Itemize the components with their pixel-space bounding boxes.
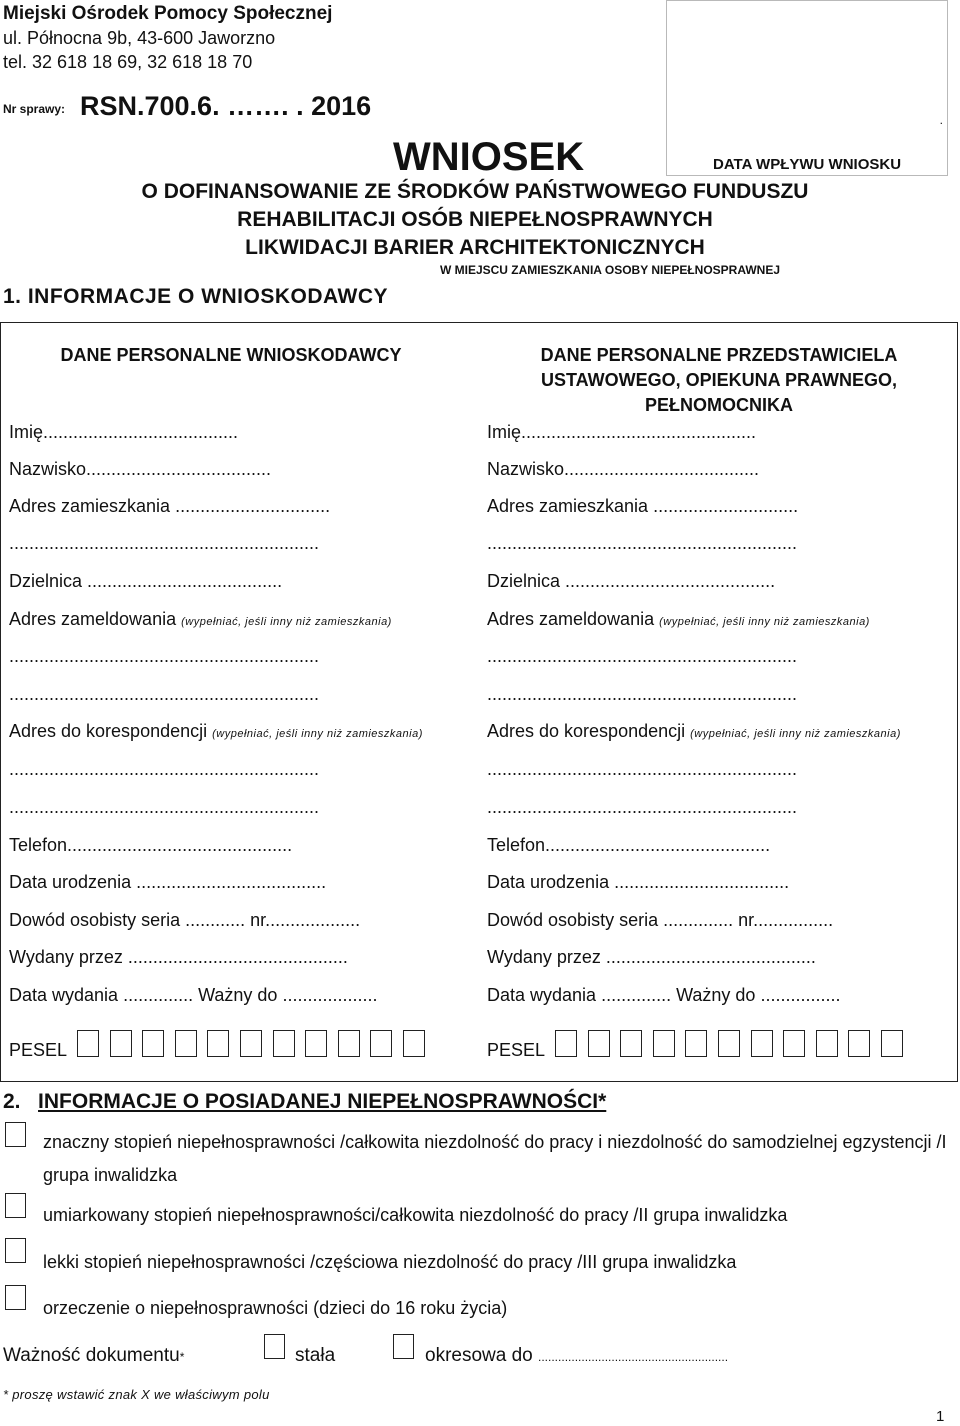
representative-heading-line2: USTAWOWEGO, OPIEKUNA PRAWNEGO, (540, 370, 897, 390)
institution-name: Miejski Ośrodek Pomocy Społecznej (3, 3, 333, 24)
section-2-number: 2. (3, 1090, 21, 1113)
applicant-correspondence-line2[interactable]: .............................................................. (9, 797, 320, 817)
representative-id-card-field[interactable]: Dowód osobisty seria .............. nr................ (487, 910, 834, 930)
correspondence-note: (wypełniać, jeśli inny niż zamieszkania) (690, 728, 901, 740)
pesel-digit-box[interactable] (783, 1030, 805, 1057)
representative-heading (509, 343, 929, 418)
disability-child-label: orzeczenie o niepełnosprawności (dzieci do 16 roku życia) (43, 1298, 508, 1318)
representative-correspondence-line1[interactable]: .............................................................. (487, 759, 798, 779)
pesel-digit-box[interactable] (588, 1030, 610, 1057)
pesel-digit-box[interactable] (142, 1030, 164, 1057)
pesel-digit-box[interactable] (751, 1030, 773, 1057)
document-validity-label (3, 1345, 184, 1367)
registered-address-note: (wypełniać, jeśli inny niż zamieszkania) (659, 616, 870, 628)
validity-star: * (179, 1350, 185, 1364)
correspondence-note: (wypełniać, jeśli inny niż zamieszkania) (212, 728, 423, 740)
pesel-digit-box[interactable] (305, 1030, 327, 1057)
validity-permanent-label: stała (295, 1345, 336, 1366)
representative-heading-line3: PEŁNOMOCNIKA (645, 395, 793, 415)
pesel-digit-box[interactable] (848, 1030, 870, 1057)
validity-temporary-checkbox[interactable] (393, 1334, 414, 1359)
representative-last-name-field[interactable]: Nazwisko....................................... (487, 459, 760, 479)
institution-address: ul. Północna 9b, 43-600 Jaworzno (3, 28, 276, 48)
pesel-digit-box[interactable] (555, 1030, 577, 1057)
applicant-id-card-field[interactable]: Dowód osobisty seria ............ nr................... (9, 910, 361, 930)
pesel-digit-box[interactable] (653, 1030, 675, 1057)
form-subtitle-4: W MIEJSCU ZAMIESZKANIA OSOBY NIEPEŁNOSPRAWNEJ (439, 263, 781, 277)
applicant-pesel-row (9, 1026, 436, 1061)
applicant-issued-by-field[interactable]: Wydany przez ............................................ (9, 947, 348, 967)
validity-temporary-label (425, 1345, 728, 1367)
receipt-date-box[interactable] (666, 0, 948, 176)
disability-severe-checkbox[interactable] (5, 1122, 26, 1147)
representative-address-field[interactable]: Adres zamieszkania ............................. (487, 496, 799, 516)
representative-correspondence-label (487, 721, 901, 742)
disability-mild-label: lekki stopień niepełnosprawności /częściowa niezdolność do pracy /III grupa inwalidzka (43, 1252, 737, 1272)
applicant-heading: DANE PERSONALNE WNIOSKODAWCY (60, 345, 402, 365)
pesel-digit-box[interactable] (110, 1030, 132, 1057)
pesel-digit-box[interactable] (816, 1030, 838, 1057)
case-number: RSN.700.6. ……. . 2016 (80, 91, 372, 121)
representative-pesel-row (487, 1026, 914, 1061)
applicant-registered-address-label (9, 609, 392, 630)
registered-address-text: Adres zameldowania (9, 609, 177, 629)
pesel-digit-box[interactable] (338, 1030, 360, 1057)
pesel-digit-box[interactable] (881, 1030, 903, 1057)
applicant-registered-address-line1[interactable]: .............................................................. (9, 646, 320, 666)
pesel-label: PESEL (487, 1040, 546, 1060)
validity-permanent-checkbox[interactable] (264, 1334, 285, 1359)
representative-issued-by-field[interactable]: Wydany przez .......................................... (487, 947, 816, 967)
applicant-data-box (0, 322, 958, 1082)
applicant-birth-date-field[interactable]: Data urodzenia ...................................... (9, 872, 327, 892)
validity-temporary-text: okresowa do (425, 1345, 533, 1366)
representative-address-cont-field[interactable]: .............................................................. (487, 533, 798, 553)
applicant-district-field[interactable]: Dzielnica ....................................... (9, 571, 283, 591)
pesel-digit-box[interactable] (273, 1030, 295, 1057)
pesel-digit-box[interactable] (403, 1030, 425, 1057)
correspondence-text: Adres do korespondencji (487, 721, 686, 741)
representative-first-name-field[interactable]: Imię............................................... (487, 422, 757, 442)
representative-registered-address-line1[interactable]: .............................................................. (487, 646, 798, 666)
representative-registered-address-label (487, 609, 870, 630)
representative-correspondence-line2[interactable]: .............................................................. (487, 797, 798, 817)
section-2-heading (3, 1090, 606, 1114)
registered-address-note: (wypełniać, jeśli inny niż zamieszkania) (181, 616, 392, 628)
applicant-registered-address-line2[interactable]: .............................................................. (9, 684, 320, 704)
form-title: WNIOSEK (393, 135, 585, 179)
representative-issue-date-field[interactable]: Data wydania .............. Ważny do ................ (487, 985, 841, 1005)
pesel-digit-box[interactable] (620, 1030, 642, 1057)
validity-text: Ważność dokumentu (3, 1345, 180, 1366)
representative-column (479, 323, 957, 1081)
representative-phone-field[interactable]: Telefon............................................. (487, 835, 771, 855)
pesel-digit-box[interactable] (370, 1030, 392, 1057)
pesel-digit-box[interactable] (718, 1030, 740, 1057)
receipt-date-label: DATA WPŁYWU WNIOSKU (713, 156, 902, 173)
date-box-dot: . (939, 113, 943, 127)
representative-district-field[interactable]: Dzielnica .......................................... (487, 571, 776, 591)
applicant-last-name-field[interactable]: Nazwisko..................................... (9, 459, 272, 479)
pesel-label: PESEL (9, 1040, 68, 1060)
correspondence-text: Adres do korespondencji (9, 721, 208, 741)
disability-moderate-checkbox[interactable] (5, 1193, 26, 1218)
form-subtitle-2: REHABILITACJI OSÓB NIEPEŁNOSPRAWNYCH (237, 208, 713, 231)
validity-temporary-date-field[interactable]: ......................................................... (538, 1350, 729, 1364)
disability-moderate-label: umiarkowany stopień niepełnosprawności/całkowita niezdolność do pracy /II grupa inwalidzka (43, 1205, 788, 1225)
registered-address-text: Adres zameldowania (487, 609, 655, 629)
section-1-heading: 1. INFORMACJE O WNIOSKODAWCY (3, 285, 389, 308)
section-2-title: INFORMACJE O POSIADANEJ NIEPEŁNOSPRAWNOŚCI* (38, 1090, 607, 1113)
page-number: 1 (936, 1408, 945, 1425)
disability-child-checkbox[interactable] (5, 1285, 26, 1310)
disability-mild-checkbox[interactable] (5, 1238, 26, 1263)
applicant-first-name-field[interactable]: Imię....................................... (9, 422, 239, 442)
applicant-correspondence-line1[interactable]: .............................................................. (9, 759, 320, 779)
applicant-phone-field[interactable]: Telefon............................................. (9, 835, 293, 855)
representative-heading-line1: DANE PERSONALNE PRZEDSTAWICIELA (540, 345, 898, 365)
pesel-digit-box[interactable] (207, 1030, 229, 1057)
form-subtitle-3: LIKWIDACJI BARIER ARCHITEKTONICZNYCH (245, 236, 705, 259)
applicant-column (1, 323, 479, 1081)
footnote: * proszę wstawić znak X we właściwym polu (3, 1387, 270, 1402)
pesel-digit-box[interactable] (240, 1030, 262, 1057)
applicant-correspondence-label (9, 721, 423, 742)
case-number-label: Nr sprawy: (3, 102, 66, 116)
disability-severe-label: znaczny stopień niepełnosprawności /całkowita niezdolność do pracy i niezdolność do samodzielnej egzystencji /I grupa inwalidzka (43, 1132, 947, 1185)
form-subtitle-1: O DOFINANSOWANIE ZE ŚRODKÓW PAŃSTWOWEGO FUNDUSZU (141, 180, 809, 203)
pesel-digit-box[interactable] (77, 1030, 99, 1057)
institution-phone: tel. 32 618 18 69, 32 618 18 70 (3, 52, 253, 72)
applicant-address-cont-field[interactable]: .............................................................. (9, 533, 320, 553)
pesel-digit-box[interactable] (685, 1030, 707, 1057)
applicant-issue-date-field[interactable]: Data wydania .............. Ważny do ................... (9, 985, 378, 1005)
representative-birth-date-field[interactable]: Data urodzenia ................................... (487, 872, 790, 892)
pesel-digit-box[interactable] (175, 1030, 197, 1057)
representative-registered-address-line2[interactable]: .............................................................. (487, 684, 798, 704)
applicant-address-field[interactable]: Adres zamieszkania ............................... (9, 496, 331, 516)
